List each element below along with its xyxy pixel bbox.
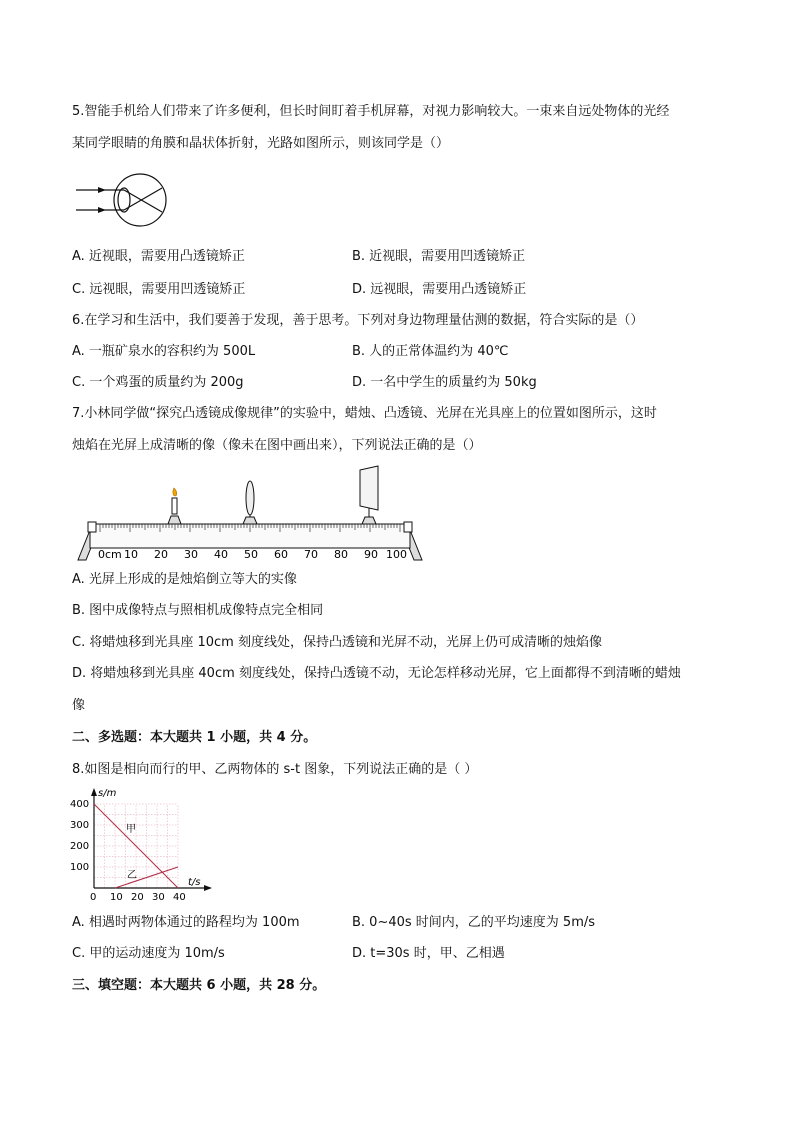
eye-diagram xyxy=(72,172,172,228)
bench-label-20: 20 xyxy=(154,548,168,561)
q7-option-d-line2[interactable]: 像 xyxy=(72,698,86,713)
x-axis-label: t/s xyxy=(188,877,201,888)
candle-icon xyxy=(168,488,181,524)
convex-lens-icon xyxy=(243,481,257,524)
q6-option-d[interactable]: D. 一名中学生的质量约为 50kg xyxy=(352,375,537,390)
q8-stem: 8.如图是相向而行的甲、乙两物体的 s-t 图象，下列说法正确的是（ ） xyxy=(72,762,478,777)
bench-label-0: 0cm xyxy=(98,548,122,561)
y-axis-label: s/m xyxy=(98,788,117,799)
x-tick-30: 30 xyxy=(152,892,165,903)
q5-stem-line1: 5.智能手机给人们带来了许多便利，但长时间盯着手机屏幕，对视力影响较大。一束来自远处物体的光经 xyxy=(72,104,670,119)
bench-label-50: 50 xyxy=(244,548,258,561)
y-tick-400: 400 xyxy=(70,799,90,810)
y-tick-300: 300 xyxy=(70,820,90,831)
section-heading-multi-choice: 二、多选题：本大题共 1 小题，共 4 分。 xyxy=(72,730,317,745)
s-t-chart xyxy=(68,786,218,904)
y-tick-200: 200 xyxy=(70,841,90,852)
light-screen-icon xyxy=(360,466,378,524)
q8-option-c[interactable]: C. 甲的运动速度为 10m/s xyxy=(72,946,225,961)
bench-label-90: 90 xyxy=(364,548,378,561)
series-label-jia: 甲 xyxy=(126,824,136,835)
q8-option-a[interactable]: A. 相遇时两物体通过的路程均为 100m xyxy=(72,915,300,930)
q8-option-b[interactable]: B. 0~40s 时间内，乙的平均速度为 5m/s xyxy=(352,915,596,930)
y-axis-arrow-icon xyxy=(91,788,97,796)
bench-label-80: 80 xyxy=(334,548,348,561)
x-tick-40: 40 xyxy=(173,892,186,903)
q7-option-a[interactable]: A. 光屏上形成的是烛焰倒立等大的实像 xyxy=(72,572,297,587)
q7-option-c[interactable]: C. 将蜡烛移到光具座 10cm 刻度线处，保持凸透镜和光屏不动，光屏上仍可成清晰的烛焰像 xyxy=(72,635,602,650)
bench-label-100: 100 xyxy=(386,548,407,561)
bench-scale-labels xyxy=(98,548,407,561)
bench-label-60: 60 xyxy=(274,548,288,561)
q5-option-c[interactable]: C. 远视眼，需要用凹透镜矫正 xyxy=(72,282,246,297)
q7-stem-line1: 7.小林同学做“探究凸透镜成像规律”的实验中，蜡烛、凸透镜、光屏在光具座上的位置如图所示，这时 xyxy=(72,406,657,421)
bench-label-10: 10 xyxy=(124,548,138,561)
x-tick-0: 0 xyxy=(90,892,97,903)
bench-label-40: 40 xyxy=(214,548,228,561)
y-tick-100: 100 xyxy=(70,862,90,873)
q5-option-d[interactable]: D. 远视眼，需要用凸透镜矫正 xyxy=(352,282,527,297)
q6-option-c[interactable]: C. 一个鸡蛋的质量约为 200g xyxy=(72,375,244,390)
section-heading-fill-in: 三、填空题：本大题共 6 小题，共 28 分。 xyxy=(72,978,326,993)
x-tick-20: 20 xyxy=(131,892,144,903)
q5-stem-line2: 某同学眼睛的角膜和晶状体折射，光路如图所示，则该同学是（） xyxy=(72,136,450,151)
bench-label-70: 70 xyxy=(304,548,318,561)
x-axis-arrow-icon xyxy=(204,885,212,891)
q6-stem: 6.在学习和生活中，我们要善于发现，善于思考。下列对身边物理量估测的数据，符合实际的是（） xyxy=(72,313,644,328)
q6-option-b[interactable]: B. 人的正常体温约为 40℃ xyxy=(352,344,509,359)
q7-option-d-line1[interactable]: D. 将蜡烛移到光具座 40cm 刻度线处，保持凸透镜不动，无论怎样移动光屏，它上面都得不到清晰的蜡烛 xyxy=(72,666,681,681)
optical-bench-diagram xyxy=(70,462,430,566)
q7-option-b[interactable]: B. 图中成像特点与照相机成像特点完全相同 xyxy=(72,603,324,618)
q6-option-a[interactable]: A. 一瓶矿泉水的容积约为 500L xyxy=(72,344,256,359)
bench-label-30: 30 xyxy=(184,548,198,561)
series-label-yi: 乙 xyxy=(127,870,137,881)
q5-option-b[interactable]: B. 近视眼，需要用凹透镜矫正 xyxy=(352,249,526,264)
q5-option-a[interactable]: A. 近视眼，需要用凸透镜矫正 xyxy=(72,249,245,264)
x-tick-10: 10 xyxy=(110,892,123,903)
q8-option-d[interactable]: D. t=30s 时，甲、乙相遇 xyxy=(352,946,505,961)
q7-stem-line2: 烛焰在光屏上成清晰的像（像未在图中画出来），下列说法正确的是（） xyxy=(72,438,482,453)
